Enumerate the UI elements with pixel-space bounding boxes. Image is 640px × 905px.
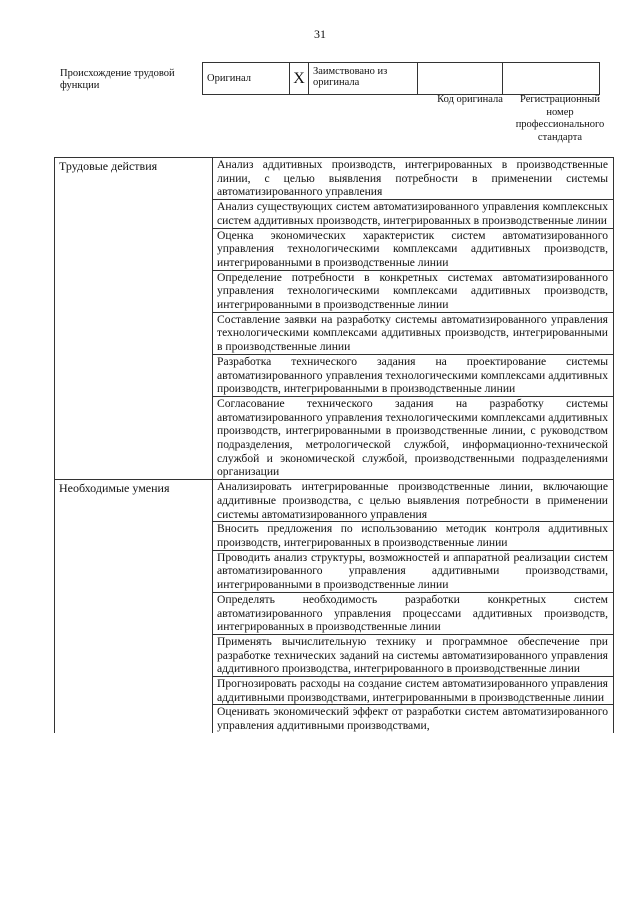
labor-action-item: Разработка технического задания на проектирование системы автоматизированного управления технологическими комплексами аддитивных производств, интегрированными в производственные линии — [213, 354, 614, 396]
skill-item: Проводить анализ структуры, возможностей и аппаратной реализации систем автоматизированного управления аддитивными производствами, интегрированными в производственные линии — [213, 550, 614, 592]
code-original-cell — [418, 63, 503, 95]
skill-item: Вносить предложения по использованию методик контроля аддитивных производств, интегрированных в производственные линии — [213, 522, 614, 550]
labor-action-item: Оценка экономических характеристик систем автоматизированного управления технологическими комплексами аддитивных производств, интегрированными в производственные линии — [213, 228, 614, 270]
labor-action-item: Согласование технического задания на разработку системы автоматизированного управления технологическими комплексами аддитивных производств, интегрированными в производственные линии, с руководством подразделения, метрологической службой, информационно-технической службой и экономической службой, производственными подразделениями организации — [213, 396, 614, 479]
origin-table — [202, 62, 600, 95]
registration-number-cell — [503, 63, 600, 95]
table-row — [55, 158, 614, 200]
labor-action-item: Анализ аддитивных производств, интегрированных в производственные линии, с целью выявления потребности в применении системы автоматизированного управления — [213, 158, 614, 200]
skill-item: Применять вычислительную технику и программное обеспечение при разработке технических заданий на системы автоматизированного управления аддитивного производства, интегрированного в производственные линии — [213, 634, 614, 676]
page-number: 31 — [314, 27, 326, 41]
labor-actions-label: Трудовые действия — [55, 158, 213, 480]
original-cell: Оригинал — [203, 63, 290, 95]
required-skills-label: Необходимые умения — [55, 480, 213, 733]
function-table — [54, 157, 614, 733]
labor-action-item: Составление заявки на разработку системы автоматизированного управления технологическими комплексами аддитивных производств, интегрированными в производственные линии — [213, 312, 614, 354]
table-row — [55, 480, 614, 522]
skill-item: Прогнозировать расходы на создание систем автоматизированного управления аддитивными производствами, интегрированными в производственные линии — [213, 677, 614, 705]
skill-item: Анализировать интегрированные производственные линии, включающие аддитивные производства, с целью выявления потребности в применении системы автоматизированного управления — [213, 480, 614, 522]
origin-label: Происхождение трудовой функции — [60, 68, 175, 91]
code-original-label: Код оригинала — [437, 94, 503, 105]
borrowed-cell: Заимствовано из оригинала — [309, 63, 418, 95]
skill-item: Определять необходимость разработки конкретных систем автоматизированного управления процессами аддитивных производств, интегрированных в производственные линии — [213, 592, 614, 634]
labor-action-item: Определение потребности в конкретных системах автоматизированного управления технологическими комплексами аддитивных производств, интегрированными в производственные линии — [213, 270, 614, 312]
labor-action-item: Анализ существующих систем автоматизированного управления комплексных систем аддитивных производств, интегрированных в производственные линии — [213, 200, 614, 228]
registration-number-label: Регистрационный номер профессионального стандарта — [515, 94, 605, 143]
skill-item: Оценивать экономический эффект от разработки систем автоматизированного управления аддитивными производствами, — [213, 705, 614, 733]
original-mark: X — [290, 63, 309, 95]
